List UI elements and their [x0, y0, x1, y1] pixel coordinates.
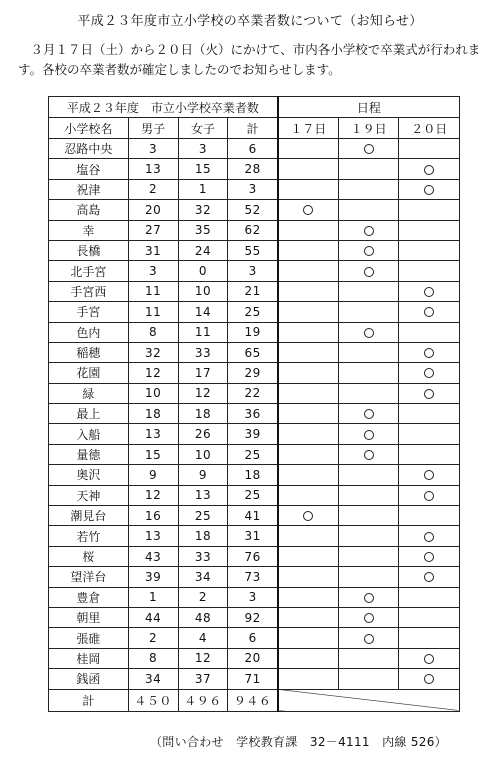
- schedule-cell-17: [278, 444, 339, 464]
- schedule-cell-17: [278, 567, 339, 587]
- circle-mark-icon: [364, 328, 374, 338]
- schedule-cell-20: [399, 465, 460, 485]
- page-title: 平成２３年度市立小学校の卒業者数について（お知らせ）: [77, 14, 423, 29]
- schedule-cell-20: [399, 546, 460, 566]
- schedule-cell-17: [278, 506, 339, 526]
- table-row: [49, 506, 460, 526]
- circle-mark-icon: [364, 613, 374, 623]
- column-header-boys: 男子: [128, 118, 178, 139]
- schedule-cell-20: [399, 567, 460, 587]
- schedule-cell-17: [278, 220, 339, 240]
- table-row: [49, 546, 460, 566]
- total-count: 36: [228, 404, 278, 424]
- schedule-cell-17: [278, 281, 339, 301]
- schedule-cell-19: [338, 506, 399, 526]
- schedule-cell-20: [399, 240, 460, 260]
- total-count: 29: [228, 363, 278, 383]
- column-header-total: 計: [228, 118, 278, 139]
- girls-count: 37: [178, 669, 228, 689]
- boys-count: 27: [128, 220, 178, 240]
- schedule-cell-19: [338, 240, 399, 260]
- schedule-cell-17: [278, 669, 339, 689]
- table-row: [49, 383, 460, 403]
- boys-count: 11: [128, 302, 178, 322]
- girls-count: 17: [178, 363, 228, 383]
- school-name: 祝津: [49, 179, 129, 199]
- girls-count: 32: [178, 200, 228, 220]
- table-row: [49, 628, 460, 648]
- schedule-cell-20: [399, 587, 460, 607]
- boys-count: 9: [128, 465, 178, 485]
- totals-girls: ４９６: [178, 689, 228, 711]
- table-row: [49, 220, 460, 240]
- schedule-cell-17: [278, 322, 339, 342]
- girls-count: 14: [178, 302, 228, 322]
- circle-mark-icon: [364, 450, 374, 460]
- totals-total: ９４６: [228, 689, 278, 711]
- schedule-cell-19: [338, 546, 399, 566]
- table-row: [49, 669, 460, 689]
- schedule-cell-17: [278, 179, 339, 199]
- school-name: 花園: [49, 363, 129, 383]
- boys-count: 20: [128, 200, 178, 220]
- boys-count: 44: [128, 607, 178, 627]
- graduates-table: [48, 96, 460, 712]
- school-name: 色内: [49, 322, 129, 342]
- boys-count: 3: [128, 139, 178, 159]
- table-row: [49, 648, 460, 668]
- schedule-cell-20: [399, 383, 460, 403]
- schedule-cell-20: [399, 444, 460, 464]
- table-header-schedule: 日程: [278, 97, 460, 118]
- table-row: [49, 240, 460, 260]
- table-row: [49, 444, 460, 464]
- boys-count: 12: [128, 485, 178, 505]
- total-count: 31: [228, 526, 278, 546]
- circle-mark-icon: [364, 246, 374, 256]
- schedule-cell-17: [278, 607, 339, 627]
- schedule-cell-19: [338, 444, 399, 464]
- boys-count: 32: [128, 342, 178, 362]
- total-count: 62: [228, 220, 278, 240]
- boys-count: 2: [128, 628, 178, 648]
- table-row: [49, 139, 460, 159]
- girls-count: 13: [178, 485, 228, 505]
- circle-mark-icon: [303, 205, 313, 215]
- boys-count: 16: [128, 506, 178, 526]
- schedule-cell-17: [278, 465, 339, 485]
- total-count: 25: [228, 302, 278, 322]
- schedule-cell-20: [399, 485, 460, 505]
- schedule-cell-17: [278, 383, 339, 403]
- table-row: [49, 322, 460, 342]
- schedule-cell-19: [338, 404, 399, 424]
- total-count: 76: [228, 546, 278, 566]
- school-name: 塩谷: [49, 159, 129, 179]
- total-count: 20: [228, 648, 278, 668]
- schedule-cell-17: [278, 240, 339, 260]
- circle-mark-icon: [364, 144, 374, 154]
- table-row: [49, 485, 460, 505]
- schedule-cell-20: [399, 281, 460, 301]
- circle-mark-icon: [424, 532, 434, 542]
- schedule-cell-17: [278, 139, 339, 159]
- schedule-cell-20: [399, 139, 460, 159]
- schedule-cell-19: [338, 179, 399, 199]
- schedule-cell-17: [278, 404, 339, 424]
- boys-count: 12: [128, 363, 178, 383]
- schedule-cell-19: [338, 261, 399, 281]
- girls-count: 26: [178, 424, 228, 444]
- school-name: 潮見台: [49, 506, 129, 526]
- table-row: [49, 342, 460, 362]
- boys-count: 43: [128, 546, 178, 566]
- schedule-cell-19: [338, 526, 399, 546]
- schedule-cell-20: [399, 424, 460, 444]
- circle-mark-icon: [424, 654, 434, 664]
- circle-mark-icon: [424, 389, 434, 399]
- table-row: [49, 281, 460, 301]
- girls-count: 11: [178, 322, 228, 342]
- total-count: 28: [228, 159, 278, 179]
- girls-count: 2: [178, 587, 228, 607]
- girls-count: 33: [178, 342, 228, 362]
- table-row: [49, 179, 460, 199]
- circle-mark-icon: [424, 491, 434, 501]
- girls-count: 3: [178, 139, 228, 159]
- girls-count: 18: [178, 404, 228, 424]
- schedule-cell-20: [399, 342, 460, 362]
- circle-mark-icon: [364, 634, 374, 644]
- schedule-cell-17: [278, 546, 339, 566]
- table-header-title: 平成２３年度 市立小学校卒業者数: [49, 97, 278, 118]
- girls-count: 15: [178, 159, 228, 179]
- circle-mark-icon: [424, 185, 434, 195]
- intro-paragraph: ３月１７日（土）から２０日（火）にかけて、市内各小学校で卒業式が行われます。各校の卒業者数が確定しましたのでお知らせします。: [18, 42, 481, 77]
- circle-mark-icon: [364, 226, 374, 236]
- intro-text: [18, 40, 488, 80]
- boys-count: 39: [128, 567, 178, 587]
- schedule-cell-19: [338, 200, 399, 220]
- schedule-cell-19: [338, 669, 399, 689]
- schedule-cell-17: [278, 342, 339, 362]
- schedule-cell-19: [338, 465, 399, 485]
- school-name: 桜: [49, 546, 129, 566]
- schedule-cell-19: [338, 139, 399, 159]
- school-name: 若竹: [49, 526, 129, 546]
- schedule-cell-20: [399, 404, 460, 424]
- school-name: 奥沢: [49, 465, 129, 485]
- boys-count: 11: [128, 281, 178, 301]
- total-count: 22: [228, 383, 278, 403]
- schedule-cell-19: [338, 220, 399, 240]
- total-count: 6: [228, 139, 278, 159]
- table-row: [49, 424, 460, 444]
- girls-count: 18: [178, 526, 228, 546]
- schedule-cell-20: [399, 607, 460, 627]
- circle-mark-icon: [424, 674, 434, 684]
- boys-count: 13: [128, 159, 178, 179]
- schedule-cell-17: [278, 648, 339, 668]
- circle-mark-icon: [364, 593, 374, 603]
- school-name: 入船: [49, 424, 129, 444]
- schedule-cell-17: [278, 363, 339, 383]
- column-header-girls: 女子: [178, 118, 228, 139]
- school-name: 豊倉: [49, 587, 129, 607]
- table-row: [49, 526, 460, 546]
- school-name: 天神: [49, 485, 129, 505]
- schedule-cell-17: [278, 526, 339, 546]
- schedule-cell-19: [338, 607, 399, 627]
- totals-label: 計: [49, 689, 129, 711]
- totals-row: [49, 689, 460, 711]
- schedule-cell-20: [399, 159, 460, 179]
- schedule-cell-20: [399, 220, 460, 240]
- school-name: 手宮西: [49, 281, 129, 301]
- boys-count: 34: [128, 669, 178, 689]
- totals-schedule-blank: [278, 689, 460, 711]
- schedule-cell-19: [338, 322, 399, 342]
- column-header-school: 小学校名: [49, 118, 129, 139]
- schedule-cell-17: [278, 302, 339, 322]
- circle-mark-icon: [424, 348, 434, 358]
- schedule-cell-19: [338, 342, 399, 362]
- school-name: 張碓: [49, 628, 129, 648]
- girls-count: 24: [178, 240, 228, 260]
- school-name: 稲穂: [49, 342, 129, 362]
- boys-count: 1: [128, 587, 178, 607]
- schedule-cell-19: [338, 383, 399, 403]
- total-count: 41: [228, 506, 278, 526]
- total-count: 19: [228, 322, 278, 342]
- table-row: [49, 363, 460, 383]
- school-name: 忍路中央: [49, 139, 129, 159]
- table-row: [49, 404, 460, 424]
- table-row: [49, 159, 460, 179]
- school-name: 桂岡: [49, 648, 129, 668]
- schedule-cell-19: [338, 587, 399, 607]
- schedule-cell-17: [278, 424, 339, 444]
- school-name: 北手宮: [49, 261, 129, 281]
- circle-mark-icon: [424, 552, 434, 562]
- schedule-cell-20: [399, 506, 460, 526]
- schedule-cell-19: [338, 567, 399, 587]
- girls-count: 10: [178, 281, 228, 301]
- schedule-cell-17: [278, 200, 339, 220]
- total-count: 6: [228, 628, 278, 648]
- boys-count: 10: [128, 383, 178, 403]
- schedule-cell-20: [399, 628, 460, 648]
- boys-count: 31: [128, 240, 178, 260]
- circle-mark-icon: [424, 572, 434, 582]
- girls-count: 34: [178, 567, 228, 587]
- schedule-cell-20: [399, 526, 460, 546]
- total-count: 3: [228, 587, 278, 607]
- circle-mark-icon: [303, 511, 313, 521]
- schedule-cell-19: [338, 628, 399, 648]
- contact-info: （問い合わせ 学校教育課 32－4111 内線 526）: [150, 735, 447, 749]
- schedule-cell-20: [399, 322, 460, 342]
- total-count: 25: [228, 485, 278, 505]
- boys-count: 13: [128, 526, 178, 546]
- total-count: 73: [228, 567, 278, 587]
- school-name: 朝里: [49, 607, 129, 627]
- circle-mark-icon: [424, 165, 434, 175]
- schedule-cell-20: [399, 200, 460, 220]
- circle-mark-icon: [364, 267, 374, 277]
- schedule-cell-19: [338, 159, 399, 179]
- schedule-cell-20: [399, 669, 460, 689]
- schedule-cell-19: [338, 363, 399, 383]
- column-header-day-17: １７日: [278, 118, 339, 139]
- schedule-cell-17: [278, 628, 339, 648]
- circle-mark-icon: [364, 409, 374, 419]
- table-row: [49, 261, 460, 281]
- girls-count: 25: [178, 506, 228, 526]
- school-name: 手宮: [49, 302, 129, 322]
- school-name: 銭函: [49, 669, 129, 689]
- table-header-row-2: [49, 118, 460, 139]
- column-header-day-20: ２０日: [399, 118, 460, 139]
- girls-count: 48: [178, 607, 228, 627]
- school-name: 最上: [49, 404, 129, 424]
- school-name: 量徳: [49, 444, 129, 464]
- total-count: 39: [228, 424, 278, 444]
- table-row: [49, 587, 460, 607]
- girls-count: 10: [178, 444, 228, 464]
- boys-count: 2: [128, 179, 178, 199]
- table-row: [49, 200, 460, 220]
- totals-boys: ４５０: [128, 689, 178, 711]
- column-header-day-19: １９日: [338, 118, 399, 139]
- table-row: [49, 567, 460, 587]
- school-name: 幸: [49, 220, 129, 240]
- schedule-cell-17: [278, 485, 339, 505]
- table-row: [49, 302, 460, 322]
- total-count: 65: [228, 342, 278, 362]
- total-count: 71: [228, 669, 278, 689]
- total-count: 21: [228, 281, 278, 301]
- girls-count: 12: [178, 383, 228, 403]
- girls-count: 12: [178, 648, 228, 668]
- girls-count: 35: [178, 220, 228, 240]
- total-count: 55: [228, 240, 278, 260]
- girls-count: 4: [178, 628, 228, 648]
- boys-count: 15: [128, 444, 178, 464]
- girls-count: 1: [178, 179, 228, 199]
- boys-count: 13: [128, 424, 178, 444]
- schedule-cell-17: [278, 587, 339, 607]
- schedule-cell-19: [338, 485, 399, 505]
- school-name: 長橋: [49, 240, 129, 260]
- school-name: 望洋台: [49, 567, 129, 587]
- circle-mark-icon: [364, 430, 374, 440]
- circle-mark-icon: [424, 287, 434, 297]
- schedule-cell-19: [338, 302, 399, 322]
- circle-mark-icon: [424, 307, 434, 317]
- total-count: 3: [228, 261, 278, 281]
- total-count: 52: [228, 200, 278, 220]
- school-name: 高島: [49, 200, 129, 220]
- boys-count: 18: [128, 404, 178, 424]
- boys-count: 8: [128, 648, 178, 668]
- schedule-cell-20: [399, 179, 460, 199]
- schedule-cell-20: [399, 261, 460, 281]
- boys-count: 8: [128, 322, 178, 342]
- schedule-cell-17: [278, 261, 339, 281]
- circle-mark-icon: [424, 470, 434, 480]
- schedule-cell-17: [278, 159, 339, 179]
- table-row: [49, 607, 460, 627]
- total-count: 3: [228, 179, 278, 199]
- school-name: 緑: [49, 383, 129, 403]
- boys-count: 3: [128, 261, 178, 281]
- schedule-cell-20: [399, 648, 460, 668]
- girls-count: 33: [178, 546, 228, 566]
- schedule-cell-19: [338, 424, 399, 444]
- schedule-cell-20: [399, 363, 460, 383]
- schedule-cell-19: [338, 648, 399, 668]
- total-count: 18: [228, 465, 278, 485]
- table-row: [49, 465, 460, 485]
- total-count: 92: [228, 607, 278, 627]
- schedule-cell-20: [399, 302, 460, 322]
- schedule-cell-19: [338, 281, 399, 301]
- total-count: 25: [228, 444, 278, 464]
- girls-count: 0: [178, 261, 228, 281]
- table-header-row-1: [49, 97, 460, 118]
- girls-count: 9: [178, 465, 228, 485]
- circle-mark-icon: [424, 368, 434, 378]
